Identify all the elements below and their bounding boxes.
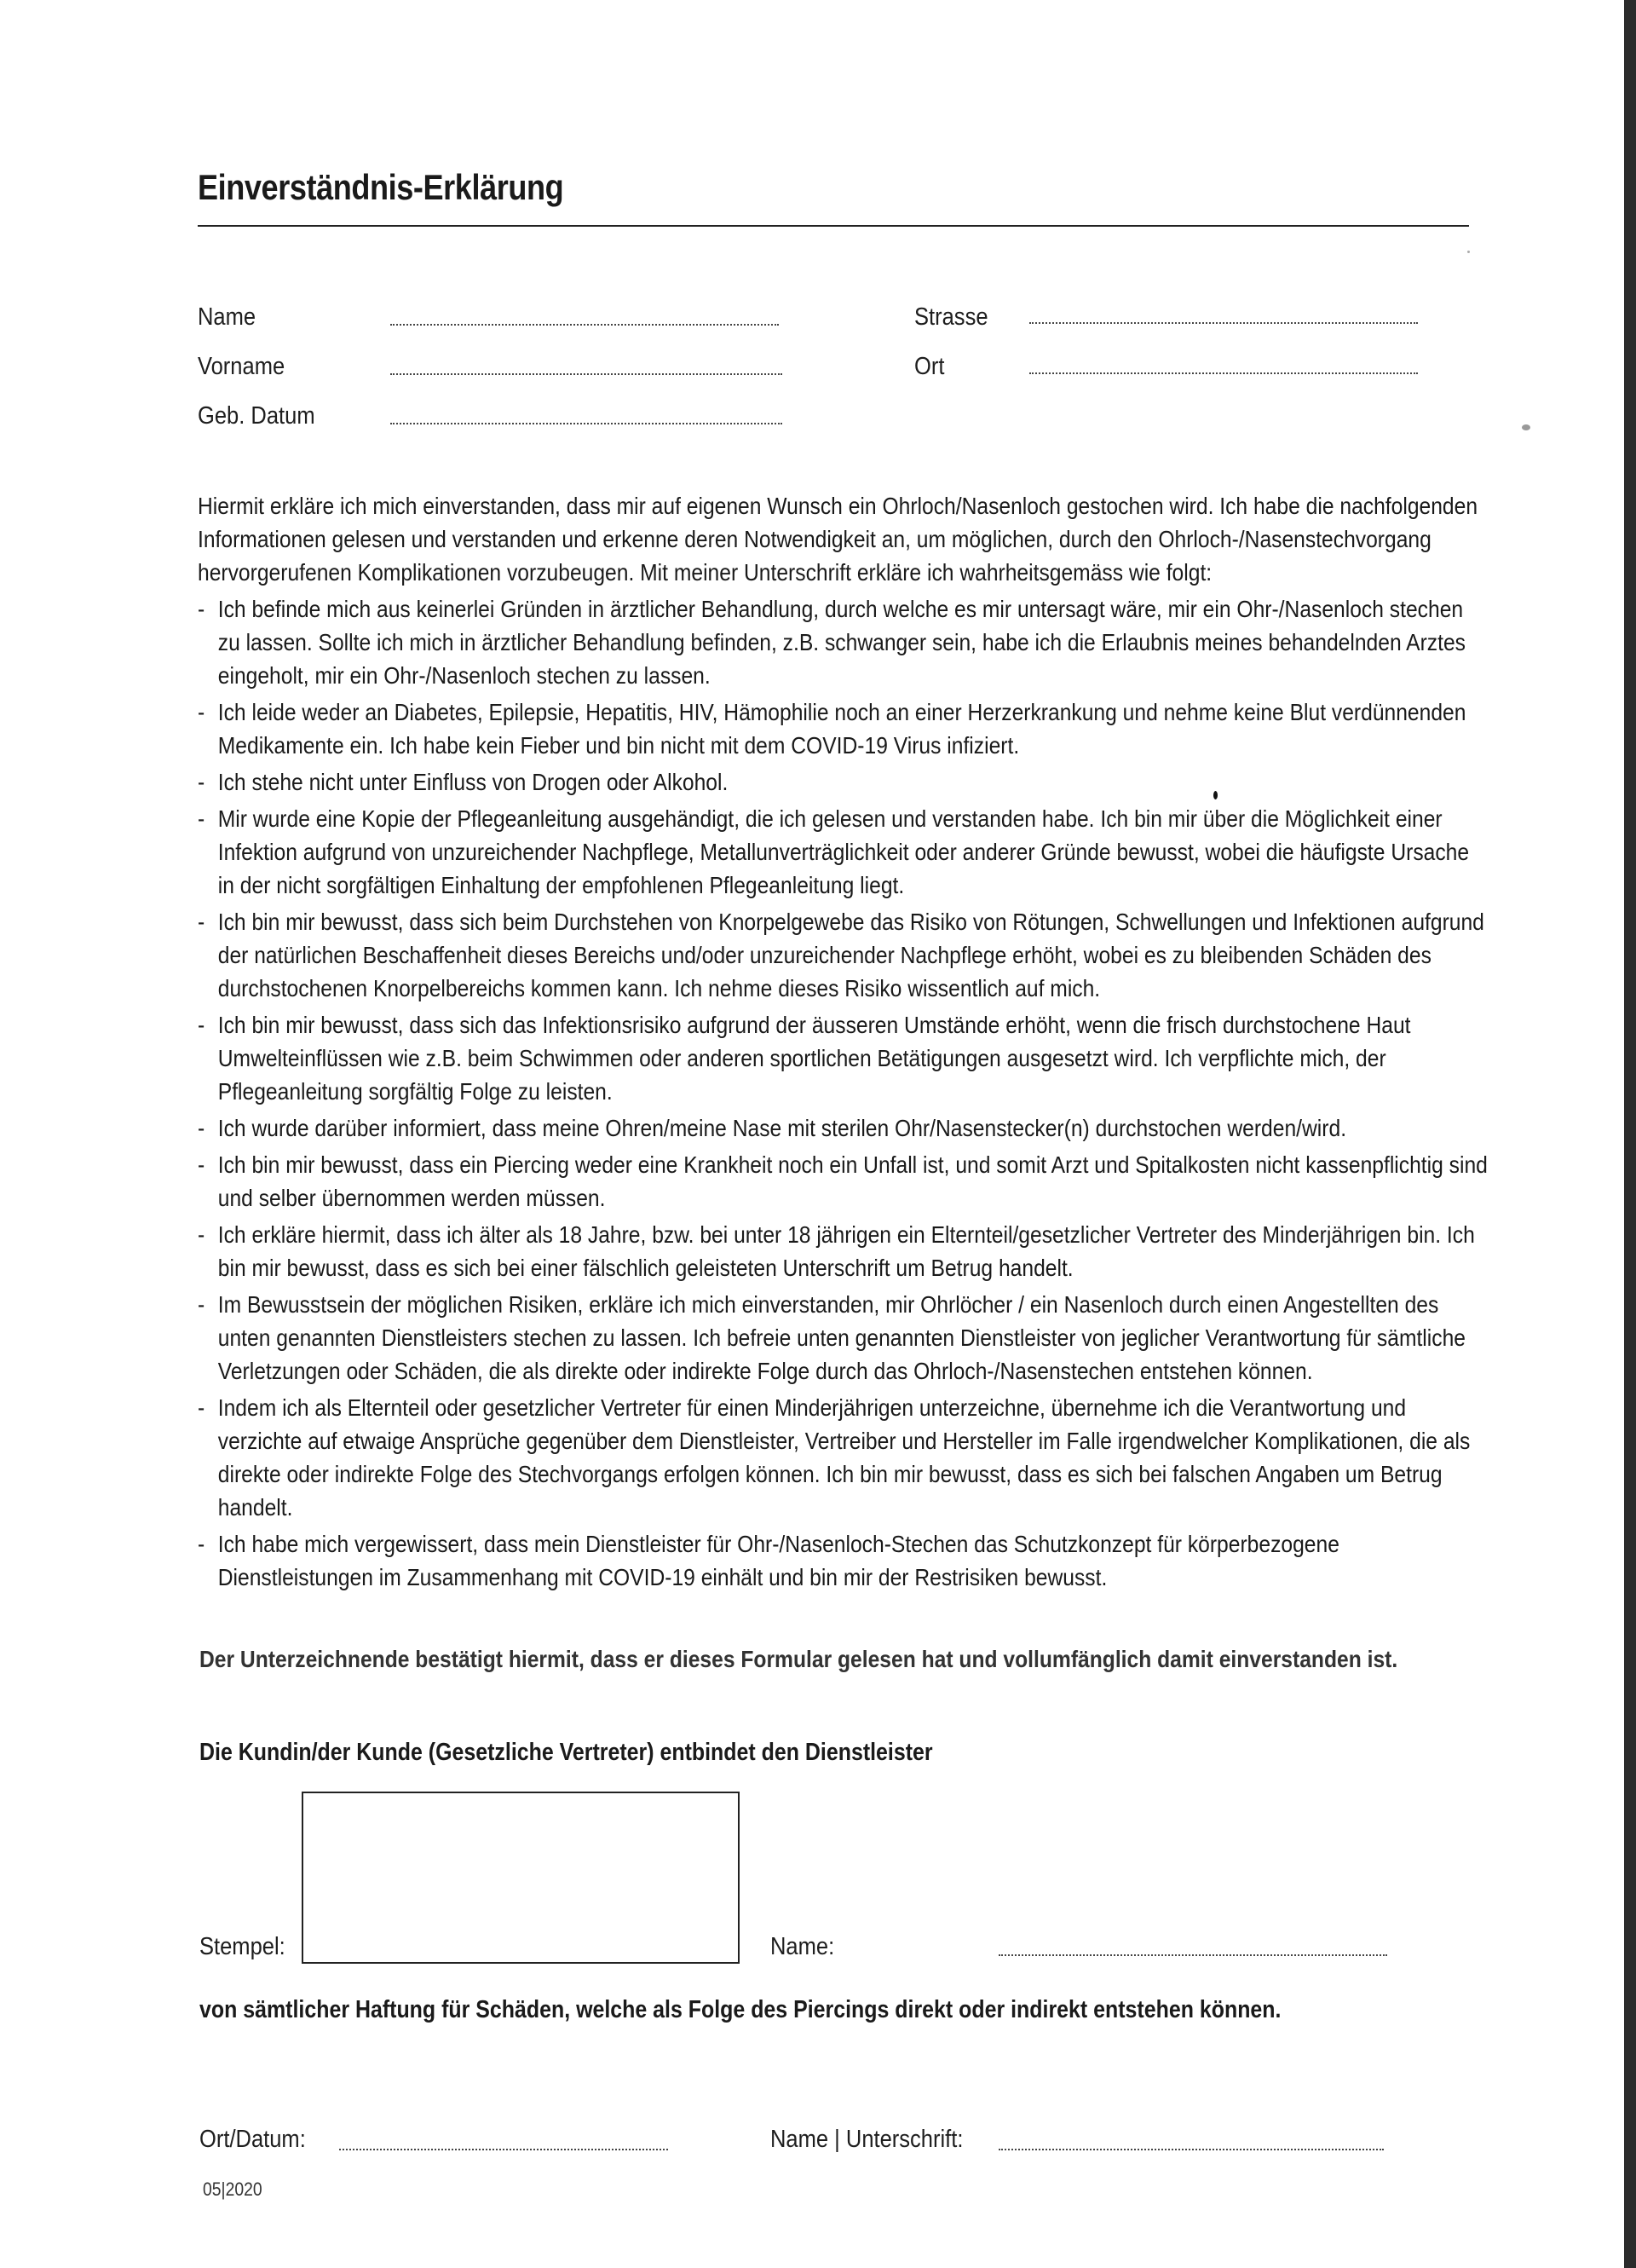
declaration-item: - Ich bin mir bewusst, dass sich das Infektionsrisiko aufgrund der äusseren Umstände erhöht, wenn die frisch durchstochene Haut Umwelteinflüssen wie z.B. beim Schwimmen oder anderen sportlichen Betätigungen ausgesetzt wird. Ich verpflichte mich, der Pflegeanleitung sorgfältig Folge zu leisten. <box>198 1012 1411 1105</box>
place-date-label: Ort/Datum: <box>199 2126 306 2153</box>
strasse-field[interactable] <box>1029 322 1418 324</box>
provider-name-label: Name: <box>770 1933 835 1960</box>
birthdate-field[interactable] <box>390 423 782 424</box>
scan-edge <box>1624 0 1636 2268</box>
declaration-item: - Mir wurde eine Kopie der Pflegeanleitung ausgehändigt, die ich gelesen und verstanden habe. Ich bin mir über die Möglichkeit einer Infektion aufgrund von unzureichender Nachpflege, Metallunverträglichkeit oder anderer Gründe bewusst, wobei die häufigste Ursache in der nicht sorgfältigen Einhaltung der empfohlenen Pflegeanleitung liegt. <box>198 805 1470 898</box>
ort-field[interactable] <box>1029 372 1418 374</box>
signature-field[interactable] <box>999 2149 1384 2150</box>
vorname-label: Vorname <box>198 353 285 380</box>
confirmation-statement: Der Unterzeichnende bestätigt hiermit, dass er dieses Formular gelesen hat und vollumfänglich damit einverstanden ist. <box>199 1646 1398 1672</box>
scan-speck <box>1522 424 1530 430</box>
name-label: Name <box>198 303 256 331</box>
form-version: 05|2020 <box>203 2179 262 2200</box>
place-date-field[interactable] <box>339 2149 668 2150</box>
title-divider <box>198 225 1469 227</box>
declaration-item: - Ich wurde darüber informiert, dass meine Ohren/meine Nase mit sterilen Ohr/Nasenstecker(n) durchstochen werden/wird. <box>198 1115 1347 1141</box>
declaration-item: - Indem ich als Elternteil oder gesetzlicher Vertreter für einen Minderjährigen unterzeichne, übernehme ich die Verantwortung und verzichte auf etwaige Ansprüche gegenüber dem Dienstleister, Vertreiber und Hersteller im Falle irgendwelcher Komplikationen, die als direkte oder indirekte Folge des Stechvorgangs erfolgen können. Ich bin mir bewusst, dass es sich bei falschen Angaben um Betrug handelt. <box>198 1394 1471 1521</box>
declaration-item: - Ich erkläre hiermit, dass ich älter als 18 Jahre, bzw. bei unter 18 jährigen ein Elternteil/gesetzlicher Vertreter des Minderjährigen bin. Ich bin mir bewusst, dass es sich bei einer fälschlich geleisteten Unterschrift um Betrug handelt. <box>198 1221 1475 1281</box>
declaration-body <box>198 489 1489 1594</box>
declaration-item: - Ich bin mir bewusst, dass sich beim Durchstehen von Knorpelgewebe das Risiko von Rötungen, Schwellungen und Infektionen aufgrund der natürlichen Beschaffenheit dieses Bereichs und/oder unzureichender Nachpflege erhöht, wobei es zu bleibenden Schäden des durchstochenen Knorpelbereichs kommen kann. Ich nehme dieses Risiko wissentlich auf mich. <box>198 909 1484 1001</box>
declaration-item: - Ich befinde mich aus keinerlei Gründen in ärztlicher Behandlung, durch welche es mir untersagt wäre, mir ein Ohr-/Nasenloch stechen zu lassen. Sollte ich mich in ärztlicher Behandlung befinden, z.B. schwanger sein, habe ich die Erlaubnis meines behandelnden Arztes eingeholt, mir ein Ohr-/Nasenloch stechen zu lassen. <box>198 596 1466 689</box>
declaration-item: - Ich habe mich vergewissert, dass mein Dienstleister für Ohr-/Nasenloch-Stechen das Schutzkonzept für körperbezogene Dienstleistungen im Zusammenhang mit COVID-19 einhält und bin mir der Restrisiken bewusst. <box>198 1531 1339 1590</box>
declaration-list <box>198 592 1489 1594</box>
liability-release-text: von sämtlicher Haftung für Schäden, welche als Folge des Piercings direkt oder indirekt entstehen können. <box>199 1996 1282 2023</box>
declaration-item: - Ich bin mir bewusst, dass ein Piercing weder eine Krankheit noch ein Unfall ist, und somit Arzt und Spitalkosten nicht kassenpflichtig sind und selber übernommen werden müssen. <box>198 1151 1488 1211</box>
intro-paragraph: Hiermit erkläre ich mich einverstanden, dass mir auf eigenen Wunsch ein Ohrloch/Nasenloch gestochen wird. Ich habe die nachfolgenden Informationen gelesen und verstanden und erkenne deren Notwendigkeit an, um möglichen, durch den Ohrloch-/Nasenstechvorgang hervorgerufenen Komplikationen vorzubeugen. Mit meiner Unterschrift erkläre ich wahrheitsgemäss wie folgt: <box>198 493 1478 586</box>
scan-speck <box>1467 251 1470 253</box>
release-heading: Die Kundin/der Kunde (Gesetzliche Vertreter) entbindet den Dienstleister <box>199 1739 933 1766</box>
declaration-item: - Im Bewusstsein der möglichen Risiken, erkläre ich mich einverstanden, mir Ohrlöcher / ein Nasenloch durch einen Angestellten des unten genannten Dienstleisters stechen zu lassen. Ich befreie unten genannten Dienstleister von jeglicher Verantwortung für sämtliche Verletzungen oder Schäden, die als direkte oder indirekte Folge durch das Ohrloch-/Nasenstechen entstehen können. <box>198 1291 1466 1384</box>
strasse-label: Strasse <box>914 303 988 331</box>
vorname-field[interactable] <box>390 373 782 375</box>
stamp-box[interactable] <box>302 1792 740 1964</box>
document-title: Einverständnis-Erklärung <box>198 167 564 207</box>
stamp-label: Stempel: <box>199 1933 285 1960</box>
scan-speck <box>1213 791 1218 799</box>
birthdate-label: Geb. Datum <box>198 402 315 430</box>
declaration-item: - Ich leide weder an Diabetes, Epilepsie, Hepatitis, HIV, Hämophilie noch an einer Herzerkrankung und nehme keine Blut verdünnenden Medikamente ein. Ich habe kein Fieber und bin nicht mit dem COVID-19 Virus infiziert. <box>198 699 1466 759</box>
name-field[interactable] <box>390 324 779 326</box>
name-signature-label: Name | Unterschrift: <box>770 2126 964 2153</box>
provider-name-field[interactable] <box>999 1954 1387 1956</box>
declaration-item: - Ich stehe nicht unter Einfluss von Drogen oder Alkohol. <box>198 769 729 795</box>
ort-label: Ort <box>914 353 945 380</box>
